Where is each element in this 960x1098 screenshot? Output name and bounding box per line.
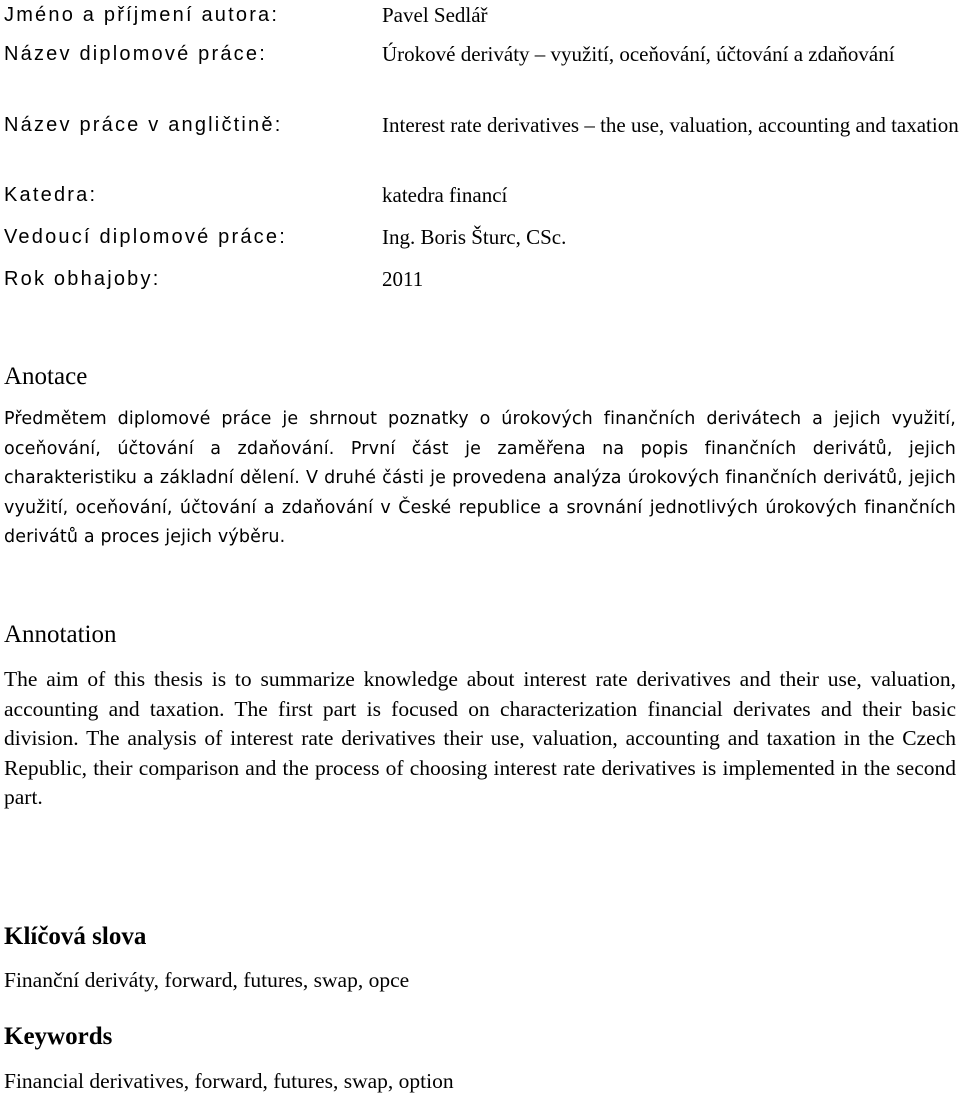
meta-value: 2011 [382,267,424,291]
abstract-english: The aim of this thesis is to summarize knowledge about interest rate derivatives and their use, valuation, accounting and taxation. The first part is focused on characterization financial derivates and their basic division. The analysis of interest rate derivatives their use, valuation, accounting and taxation in the Czech Republic, their comparison and the process of choosing interest rate derivatives is implemented in the second part. [4,667,956,810]
meta-label: Katedra: [4,184,98,206]
keywords-czech: Finanční deriváty, forward, futures, swap, opce [4,968,410,992]
section-heading-annotation: Annotation [4,621,117,648]
keywords-english: Financial derivatives, forward, futures, swap, option [4,1069,454,1093]
meta-value: Pavel Sedlář [382,3,488,27]
meta-value: Ing. Boris Šturc, CSc. [382,225,567,249]
meta-label: Název diplomové práce: [4,43,267,65]
abstract-czech: Předmětem diplomové práce je shrnout poznatky o úrokových finančních derivátech a jejich využití, oceňování, účtování a zdaňování. První část je zaměřena na popis finančních derivátů, jejich charakteristiku a základní dělení. V druhé části je provedena analýza úrokových finančních derivátů, jejich využití, oceňování, účtování a zdaňování v České republice a srovnání jednotlivých úrokových finančních derivátů a proces jejich výběru. [4,409,956,547]
meta-label: Rok obhajoby: [4,268,161,290]
meta-value: katedra financí [382,183,508,207]
meta-value: Interest rate derivatives – the use, valuation, accounting and taxation [382,113,959,137]
section-heading-anotace: Anotace [4,363,88,390]
meta-label: Jméno a příjmení autora: [4,4,280,26]
meta-label: Název práce v angličtině: [4,114,283,136]
section-heading-keywords-czech: Klíčová slova [4,923,147,950]
section-heading-keywords-english: Keywords [4,1023,113,1050]
meta-value: Úrokové deriváty – využití, oceňování, účtování a zdaňování [382,42,895,66]
meta-label: Vedoucí diplomové práce: [4,226,287,248]
